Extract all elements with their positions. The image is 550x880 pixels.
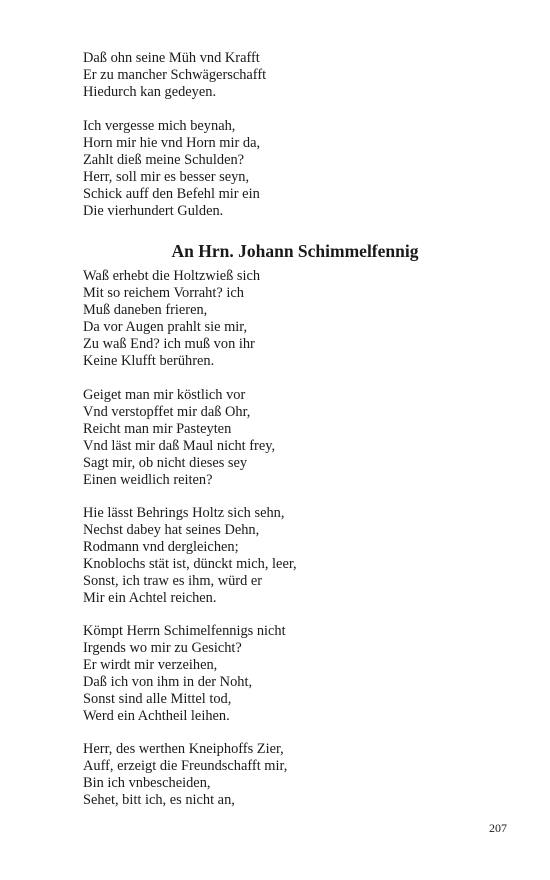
verse-line: Kömpt Herrn Schimelfennigs nicht bbox=[83, 623, 286, 639]
verse-line: Reicht man mir Pasteyten bbox=[83, 421, 232, 437]
verse-line: Keine Klufft berühren. bbox=[83, 353, 215, 369]
verse-line: Bin ich vnbescheiden, bbox=[83, 775, 211, 791]
verse-line: Er zu mancher Schwägerschafft bbox=[83, 67, 267, 83]
verse-line: Nechst dabey hat seines Dehn, bbox=[83, 522, 260, 538]
verse-line: Zu waß End? ich muß von ihr bbox=[83, 336, 255, 352]
verse-line: Einen weidlich reiten? bbox=[83, 472, 213, 488]
verse-line: Herr, des werthen Kneiphoffs Zier, bbox=[83, 741, 284, 757]
poem-stanza-4 bbox=[83, 623, 286, 725]
page-number: 207 bbox=[489, 821, 507, 835]
verse-line: Herr, soll mir es besser seyn, bbox=[83, 169, 250, 185]
verse-line: Schick auff den Befehl mir ein bbox=[83, 186, 260, 202]
verse-line: Sagt mir, ob nicht dieses sey bbox=[83, 455, 248, 471]
previous-poem-stanza-1 bbox=[83, 50, 266, 101]
verse-line: Vnd verstopffet mir daß Ohr, bbox=[83, 404, 251, 420]
previous-poem-stanza-2 bbox=[83, 118, 260, 220]
poem-stanza-5 bbox=[83, 741, 287, 809]
verse-line: Waß erhebt die Holtzwieß sich bbox=[83, 268, 261, 284]
verse-line: Zahlt dieß meine Schulden? bbox=[83, 152, 245, 168]
verse-line: Die vierhundert Gulden. bbox=[83, 203, 224, 219]
verse-line: Auff, erzeigt die Freundschafft mir, bbox=[83, 758, 288, 774]
verse-line: Horn mir hie vnd Horn mir da, bbox=[83, 135, 261, 151]
verse-line: Vnd läst mir daß Maul nicht frey, bbox=[83, 438, 276, 454]
verse-line: Knoblochs stät ist, dünckt mich, leer, bbox=[83, 556, 297, 572]
verse-line: Sonst, ich traw es ihm, würd er bbox=[83, 573, 263, 589]
verse-line: Werd ein Achtheil leihen. bbox=[83, 708, 230, 724]
verse-line: Rodmann vnd dergleichen; bbox=[83, 539, 239, 555]
verse-line: Sehet, bitt ich, es nicht an, bbox=[83, 792, 235, 808]
verse-line: Da vor Augen prahlt sie mir, bbox=[83, 319, 248, 335]
verse-line: Daß ohn seine Müh vnd Krafft bbox=[83, 50, 260, 66]
poem-title bbox=[0, 240, 550, 262]
verse-line: Muß daneben frieren, bbox=[83, 302, 208, 318]
verse-line: Daß ich von ihm in der Noht, bbox=[83, 674, 253, 690]
verse-line: Mit so reichem Vorraht? ich bbox=[83, 285, 244, 301]
verse-line: Hiedurch kan gedeyen. bbox=[83, 84, 217, 100]
verse-line: Irgends wo mir zu Gesicht? bbox=[83, 640, 242, 656]
poem-stanza-2 bbox=[83, 387, 275, 489]
verse-line: Er wirdt mir verzeihen, bbox=[83, 657, 218, 673]
verse-line: Geiget man mir köstlich vor bbox=[83, 387, 246, 403]
verse-line: Sonst sind alle Mittel tod, bbox=[83, 691, 232, 707]
poem-title-text: An Hrn. Johann Schimmelfennig bbox=[171, 241, 419, 261]
verse-line: Hie lässt Behrings Holtz sich sehn, bbox=[83, 505, 285, 521]
poem-stanza-1 bbox=[83, 268, 260, 370]
verse-line: Mir ein Achtel reichen. bbox=[83, 590, 217, 606]
verse-line: Ich vergesse mich beynah, bbox=[83, 118, 236, 134]
poem-stanza-3 bbox=[83, 505, 297, 607]
